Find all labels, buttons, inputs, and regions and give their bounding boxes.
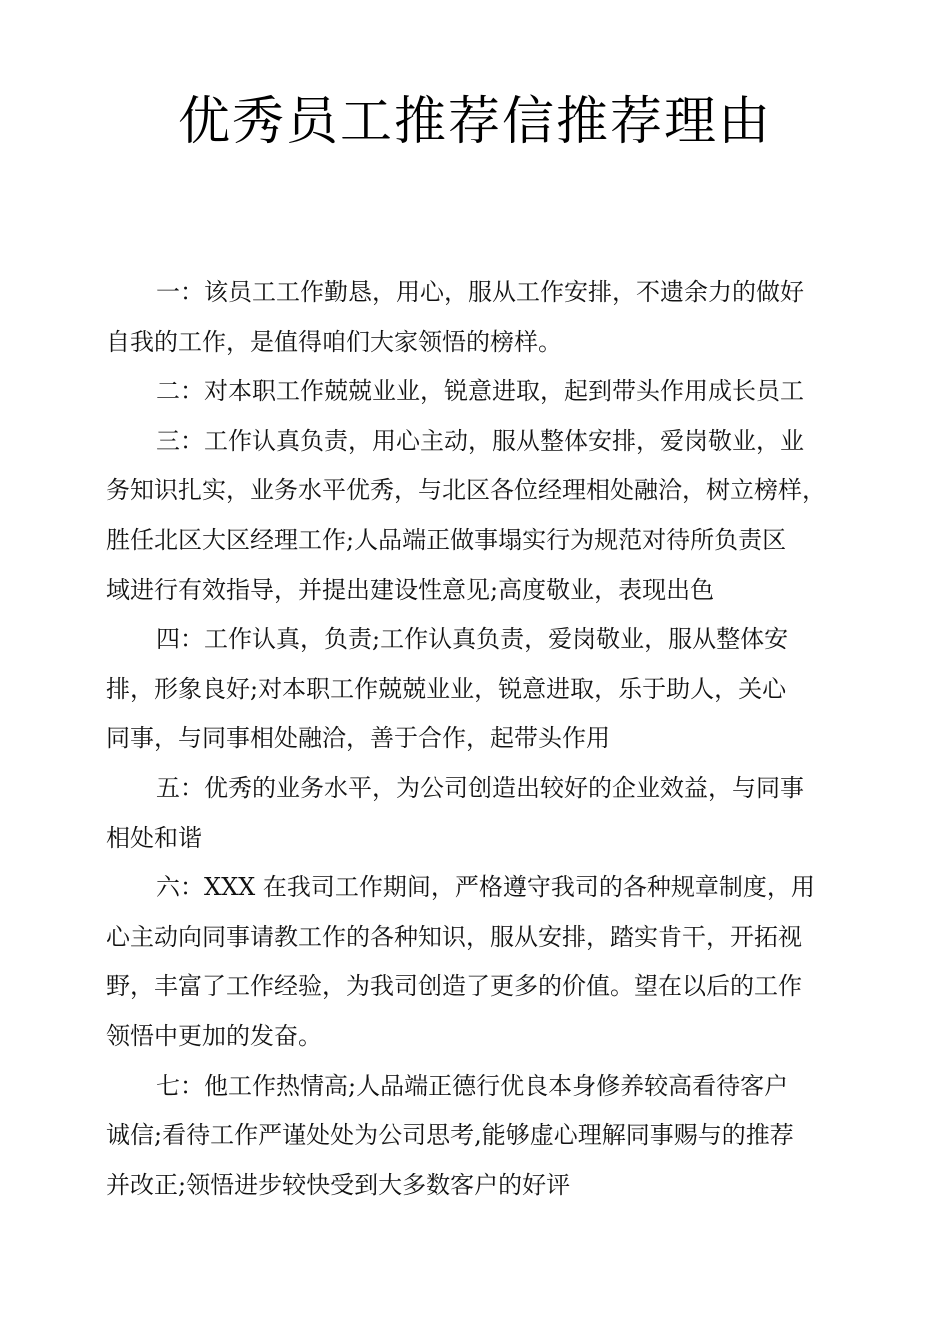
text-line: 六：XXX 在我司工作期间，严格遵守我司的各种规章制度，用 — [156, 873, 815, 902]
text-line: 诚信;看待工作严谨处处为公司思考,能够虚心理解同事赐与的推荐 — [106, 1121, 794, 1150]
text-line: 域进行有效指导，并提出建设性意见;高度敬业，表现出色 — [106, 575, 715, 604]
text-line: 务知识扎实，业务水平优秀，与北区各位经理相处融洽，树立榜样， — [106, 476, 826, 505]
text-line: 二：对本职工作兢兢业业，锐意进取，起到带头作用成长员工 — [156, 377, 804, 406]
text-line: 领悟中更加的发奋。 — [106, 1021, 322, 1050]
text-line: 野，丰富了工作经验，为我司创造了更多的价值。望在以后的工作 — [106, 972, 802, 1001]
text-line: 七：他工作热情高;人品端正德行优良本身修养较高看待客户 — [156, 1071, 789, 1100]
text-line: 一：该员工工作勤恳，用心，服从工作安排，不遗余力的做好 — [156, 278, 804, 306]
text-line: 四：工作认真，负责;工作认真负责，爱岗敬业，服从整体安 — [156, 625, 789, 654]
text-line: 排，形象良好;对本职工作兢兢业业，锐意进取，乐于助人，关心 — [106, 674, 787, 703]
text-line: 自我的工作，是值得咱们大家领悟的榜样。 — [106, 327, 562, 356]
text-line: 胜任北区大区经理工作;人品端正做事塌实行为规范对待所负责区 — [106, 525, 787, 554]
text-line: 五：优秀的业务水平，为公司创造出较好的企业效益，与同事 — [156, 773, 804, 802]
text-line: 心主动向同事请教工作的各种知识，服从安排，踏实肯干，开拓视 — [106, 922, 802, 951]
text-line: 相处和谐 — [106, 823, 202, 852]
document-title: 优秀员工推荐信推荐理由 — [177, 92, 772, 152]
text-line: 三：工作认真负责，用心主动，服从整体安排，爱岗敬业，业 — [156, 426, 804, 455]
document-body — [106, 268, 858, 1210]
text-line: 同事，与同事相处融洽，善于合作，起带头作用 — [106, 724, 610, 753]
text-line: 并改正;领悟进步较快受到大多数客户的好评 — [106, 1170, 571, 1199]
